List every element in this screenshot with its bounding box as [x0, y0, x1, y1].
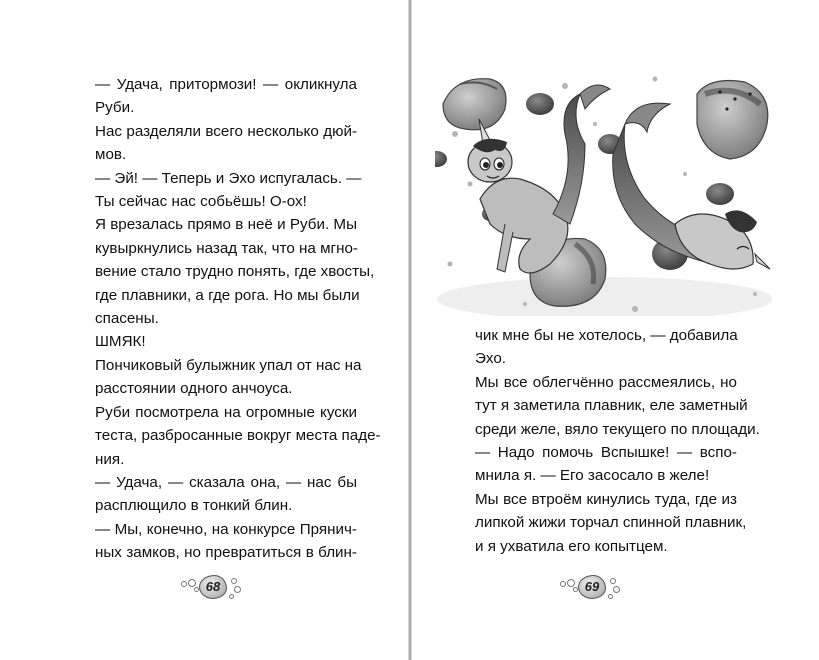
bubble-decoration	[613, 586, 620, 593]
donut-chunk-top-right	[697, 81, 768, 160]
bubble-decoration	[610, 578, 616, 584]
text-line: мов.	[95, 146, 127, 164]
text-line: и я ухватила его копытцем.	[475, 537, 668, 555]
text-line: мнила я. — Его засосало в желе!	[475, 467, 710, 485]
bubble-decoration	[188, 579, 196, 587]
text-line: Мы все облегчённо рассмеялись, но	[475, 373, 737, 391]
bubble-decoration	[181, 581, 187, 587]
donut-chunk-top-left	[443, 79, 506, 130]
text-line: Нас разделяли всего несколько дюй-	[95, 122, 357, 140]
text-line: где плавники, а где рога. Но мы были	[95, 286, 360, 304]
text-line: расстоянии одного анчоуса.	[95, 380, 293, 398]
text-line: среди желе, вяло текущего по площади.	[475, 420, 760, 438]
ground-shadow	[437, 277, 772, 316]
text-line: кувыркнулись назад так, что на мгно-	[95, 239, 358, 257]
bubble-decoration	[234, 586, 241, 593]
text-line: липкой жижи торчал спинной плавник,	[475, 514, 747, 532]
bubble-decoration	[229, 594, 234, 599]
text-line: Пончиковый булыжник упал от нас на	[95, 356, 362, 374]
rock	[435, 151, 447, 167]
right-page-text	[475, 324, 760, 558]
text-line: Мы все втроём кинулись туда, где из	[475, 490, 737, 508]
bubble-decoration	[567, 579, 575, 587]
text-line: теста, разбросанные вокруг места паде-	[95, 427, 381, 445]
page-number-label: 69	[584, 579, 600, 594]
text-line: ШМЯК!	[95, 333, 146, 351]
text-line: — Мы, конечно, на конкурсе Прянич-	[95, 520, 357, 538]
text-line: Ты сейчас нас собьёшь! О-ох!	[95, 193, 307, 211]
text-line: тут я заметила плавник, еле заметный	[475, 397, 748, 415]
text-line: Я врезалась прямо в неё и Руби. Мы	[95, 216, 357, 234]
bubble-decoration	[608, 594, 613, 599]
text-line: — Удача, притормози! — окликнула	[95, 76, 357, 93]
page-number-left	[177, 574, 247, 600]
text-line: спасены.	[95, 310, 159, 328]
rock	[706, 183, 734, 205]
illustration-seaunicorns-donut-rocks	[435, 64, 772, 316]
text-line: вение стало трудно понять, где хвосты,	[95, 263, 375, 281]
text-line: — Удача, — сказала она, — нас бы	[95, 473, 357, 491]
text-line: ных замков, но превратиться в блин-	[95, 544, 357, 562]
rock	[526, 93, 554, 115]
text-line: Эхо.	[475, 350, 507, 368]
text-line: Руби.	[95, 99, 135, 117]
text-line: расплющило в тонкий блин.	[95, 497, 293, 515]
text-line: Руби посмотрела на огромные куски	[95, 403, 357, 421]
bubble-decoration	[231, 578, 237, 584]
left-page-text	[95, 73, 381, 565]
page-number-right	[556, 574, 626, 600]
bubble-decoration	[560, 581, 566, 587]
text-line: — Надо помочь Вспышке! — вспо-	[475, 444, 737, 462]
page-number-label: 68	[205, 579, 221, 594]
text-line: чик мне бы не хотелось, — добавила	[475, 327, 738, 344]
text-line: ния.	[95, 450, 125, 468]
text-line: — Эй! — Теперь и Эхо испугалась. —	[95, 169, 362, 187]
